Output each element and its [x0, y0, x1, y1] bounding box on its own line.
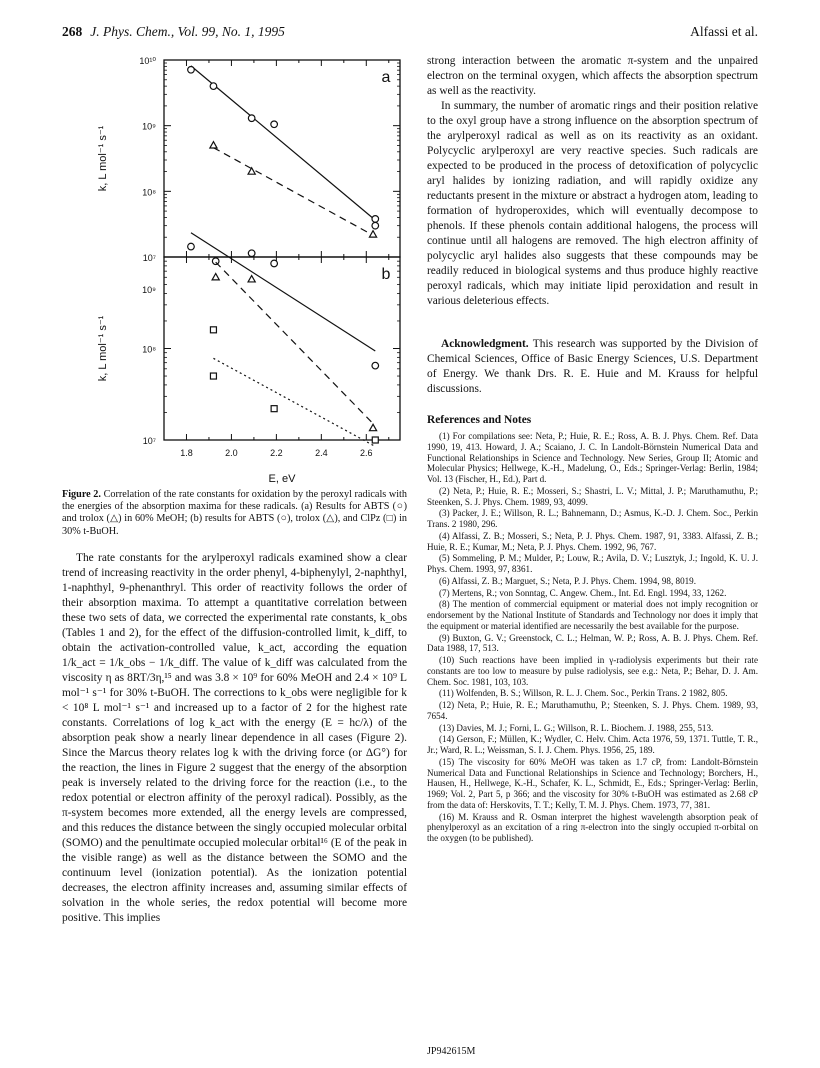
caption-text: Correlation of the rate constants for oxidation by the peroxyl radicals with the energies of the absorption maxima for these radicals. (a) Results for ABTS (○) and trolox (△) in 60% MeOH; (b) results for ABTS (○), trolox (△), and ClPz (□) in 30% t-BuOH. — [62, 489, 407, 537]
reference-item: (3) Packer, J. E.; Willson, R. L.; Bahnemann, D.; Asmus, K.-D. J. Chem. Soc., Perkin Trans. 2 1980, 296. — [427, 508, 758, 529]
data-point-clpz — [372, 437, 378, 443]
reference-item: (16) M. Krauss and R. Osman interpret the highest wavelength absorption peak of phenylperoxyl as an excitation of a ring π-electron into the singly occupied π-orbital on the oxygen (to be published). — [427, 811, 758, 843]
reference-item: (15) The viscosity for 60% MeOH was taken as 1.7 cP, from: Landolt-Börnstein Numerical Data and Functional Relationships in Science and Technology; Borchers, H., Hausen, H., Hellwege, K.-H., Schafer, K. L., Schmidt, E., Eds.; Springer-Verlag: Berlin, 1969; Vol. 2, Part 5, p 366; and the viscosity for 30% t-BuOH was estimated as 2.68 cP from the data of: Herskovits, T. T.; Kelly, T. M. J. Phys. Chem. 1973, 77, 381. — [427, 756, 758, 810]
data-point-abts — [248, 250, 255, 257]
data-point-trolox — [248, 168, 255, 174]
data-point-trolox — [248, 276, 255, 282]
left-body-text — [62, 551, 407, 926]
page-number: 268 — [62, 24, 83, 39]
reference-item: (5) Sommeling, P. M.; Mulder, P.; Louw, R.; Avila, D. V.; Lusztyk, J.; Ingold, K. U. J. Phys. Chem. 1993, 97, 8361. — [427, 553, 758, 574]
running-header — [62, 24, 758, 42]
reference-item: (9) Buxton, G. V.; Greenstock, C. L.; Helman, W. P.; Ross, A. B. J. Phys. Chem. Ref. Data 1988, 17, 513. — [427, 632, 758, 654]
reference-item: (6) Alfassi, Z. B.; Marguet, S.; Neta, P. J. Phys. Chem. 1994, 98, 8019. — [439, 575, 696, 586]
reference-item: (4) Alfassi, Z. B.; Mosseri, S.; Neta, P. J. Phys. Chem. 1987, 91, 3383. Alfassi, Z. B.; Huie, R. E.; Kumar, M.; Neta, P. J. Phys. Chem. 1992, 96, 767. — [427, 530, 758, 552]
reference-item: (8) The mention of commercial equipment or material does not imply recognition or endorsement by the National Institute of Standards and Technology nor does it imply that the equipment or material identified are necessarily the best available for the purpose. — [427, 599, 758, 631]
data-point-abts — [372, 362, 379, 369]
y-tick-label: 10⁷ — [142, 253, 156, 263]
acknowledgment-text: This research was supported by the Division of Chemical Sciences, Office of Basic Energy Sciences, U.S. Department of Energy. We thank Drs. R. E. Huie and M. Krauss for helpful discussions. — [427, 338, 758, 395]
y-tick-label: 10⁹ — [142, 121, 156, 132]
x-tick-label: 2.0 — [225, 448, 238, 458]
x-tick-label: 2.2 — [270, 448, 283, 458]
reference-item: (10) Such reactions have been implied in γ-radiolysis experiments but their rate constants are too low to measure by pulse radiolysis, see e.g.: Neta, P.; Behar, D. J. Am. Chem. Soc. 1981, 103, 103. — [427, 655, 758, 687]
y-tick-label: 10⁹ — [142, 285, 156, 295]
data-point-abts — [212, 258, 219, 265]
data-point-abts — [248, 115, 255, 122]
acknowledgment — [427, 337, 758, 397]
plot-frame — [164, 60, 400, 257]
reference-item: (11) Wolfenden, B. S.; Willson, R. L. J. Chem. Soc., Perkin Trans. 2 1982, 805. — [439, 688, 728, 699]
y-axis-label: k, L mol⁻¹ s⁻¹ — [97, 125, 109, 192]
body-paragraph: The rate constants for the arylperoxyl radicals examined show a clear trend of increasing reactivity in the order phenyl, 4-biphenylyl, 2-naphthyl, 1-naphthyl, 9-phenanthryl. This order of reactivity follows the order of their absorption maxima. To attempt a quantitative correlation between these two sets of data, we corrected the experimental rate constants, k_obs (Tables 1 and 2), for the effect of the diffusion-controlled limit, k_diff, to obtain the activation-controlled value, k_act, according the equation 1/k_act = 1/k_obs − 1/k_diff. The value of k_diff was calculated from the viscosity η as 8RT/3η,¹⁵ and was 3.8 × 10⁹ for 60% MeOH and 2.4 × 10⁹ L mol⁻¹ s⁻¹ for 30% t-BuOH. The corrections to k_obs were negligible for k < 10⁸ L mol⁻¹ s⁻¹ and increased up to a factor of 2 for the highest rate constants. Correlations of log k_act with the energy (E = hc/λ) of the absorption peak show a nearly linear dependence in all cases (Figure 2). Since the Marcus theory relates log k with the driving force (or ΔG°) for the reaction, the lines in Figure 2 suggest that the energy of the absorption peak is inversely related to the driving force for the reaction (i.e., to the redox potential or electron affinity of the peroxyl radical). Possibly, as the π-system becomes more extended, all the energy levels are compressed, and this reduces the distance between the singly occupied molecular orbital (SOMO) and the penultimate occupied molecular orbital¹⁶ (E of the peak in the visible range) as well as the distance between the SOMO and the continuum level (ionization potential). As the ionization potential decreases, the electron affinity increases and, assuming similar effects of solvation in the whole series, the redox potential will become more positive. This implies — [62, 552, 407, 924]
data-point-abts — [372, 222, 379, 229]
y-axis-label: k, L mol⁻¹ s⁻¹ — [97, 315, 109, 382]
body-paragraph: In summary, the number of aromatic rings and their position relative to the oxyl group have a strong influence on the absorption spectrum of the arylperoxyl radical as well as on its reactivity as an oxidant. Polycyclic arylperoxyl are very reactive species. Such radicals are expected to be produced in the process of detoxification of polycyclic aryl halides by ionizing radiation, and will rapidly oxidize any reductants present in the mixture or abstract a hydrogen atom, leading to formation of hydroperoxides, which will eventually decompose to phenols. If these phenols contain additional halogens, the process will continue until all halogens are removed. The high electron affinity of polycyclic aryl halides also suggests that these compounds may be readily reduced in biological systems and thus produce highly reactive peroxyl radicals, which may initiate lipid peroxidation and result in various deleterious effects. — [427, 100, 758, 307]
x-tick-label: 2.4 — [315, 448, 328, 458]
fit-line-trolox — [216, 262, 373, 423]
panel-label: a — [381, 69, 391, 86]
body-paragraph: strong interaction between the aromatic π-system and the unpaired electron on the terminal oxygen, which affects the absorption spectrum as well as the reactivity. — [427, 55, 758, 97]
right-body-text — [427, 54, 758, 309]
fit-line-abts — [191, 233, 375, 351]
references-list — [427, 431, 758, 845]
reference-item: (13) Davies, M. J.; Forni, L. G.; Willson, R. L. Biochem. J. 1988, 255, 513. — [439, 722, 714, 733]
x-tick-label: 2.6 — [360, 448, 373, 458]
fit-line-trolox — [213, 148, 373, 236]
y-tick-label: 10⁷ — [142, 436, 156, 446]
panel-label: b — [381, 266, 391, 283]
x-tick-label: 1.8 — [180, 448, 193, 458]
y-tick-label: 10⁸ — [142, 187, 156, 198]
y-tick-label: 10¹⁰ — [139, 56, 156, 66]
data-point-clpz — [271, 406, 277, 412]
figure-caption — [62, 489, 407, 538]
caption-label: Figure 2. — [62, 489, 101, 500]
reference-item: (14) Gerson, F.; Müllen, K.; Wydler, C. Helv. Chim. Acta 1976, 59, 1371. Tuttle, T. R., Jr.; Ward, R. L.; Weissman, S. I. J. Chem. Phys. 1956, 25, 189. — [427, 734, 758, 755]
data-point-trolox — [369, 424, 376, 430]
manuscript-code: JP942615M — [427, 1046, 476, 1057]
data-point-clpz — [210, 373, 216, 379]
reference-item: (2) Neta, P.; Huie, R. E.; Mosseri, S.; Shastri, L. V.; Mittal, J. P.; Maruthamuthu, P.; Steenken, S. J. Phys. Chem. 1989, 93, 4099. — [427, 485, 758, 507]
data-point-trolox — [210, 142, 217, 148]
data-point-abts — [188, 66, 195, 73]
data-point-abts — [188, 243, 195, 250]
reference-item: (7) Mertens, R.; von Sonntag, C. Angew. Chem., Int. Ed. Engl. 1994, 33, 1262. — [439, 587, 727, 598]
fit-line-clpz — [213, 358, 375, 446]
references-title: References and Notes — [427, 414, 532, 426]
journal-citation: J. Phys. Chem., Vol. 99, No. 1, 1995 — [90, 24, 285, 39]
data-point-clpz — [210, 327, 216, 333]
figure-2-chart — [62, 50, 407, 490]
reference-item: (1) For compilations see: Neta, P.; Huie, R. E.; Ross, A. B. J. Phys. Chem. Ref. Data 1990, 19, 413. Howard, J. A.; Scaiano, J. C. In Landolt-Börnstein Numerical Data and Functional Relationships in Science and Technology. New Series, Group II; Atomic and Molecular Physics; Hellwege, K.-H., Madelung, O., Eds.; Springer-Verlag: Berlin, 1984; Vol. 13 (Fischer, H., Ed.), Part d. — [427, 431, 758, 484]
data-point-trolox — [212, 273, 219, 279]
figure-2 — [62, 50, 407, 490]
x-axis-label: E, eV — [268, 473, 296, 485]
fit-line-abts — [191, 66, 375, 220]
header-authors: Alfassi et al. — [690, 24, 758, 39]
data-point-abts — [271, 260, 278, 267]
header-left — [62, 24, 285, 40]
data-point-trolox — [369, 231, 376, 237]
plot-frame — [164, 257, 400, 440]
data-point-abts — [271, 121, 278, 128]
reference-item: (12) Neta, P.; Huie, R. E.; Maruthamuthu, P.; Steenken, S. J. Phys. Chem. 1989, 93, 7654. — [427, 700, 758, 721]
y-tick-label: 10⁸ — [142, 344, 156, 355]
acknowledgment-label: Acknowledgment. — [441, 338, 529, 350]
data-point-abts — [372, 216, 379, 223]
data-point-abts — [210, 83, 217, 90]
